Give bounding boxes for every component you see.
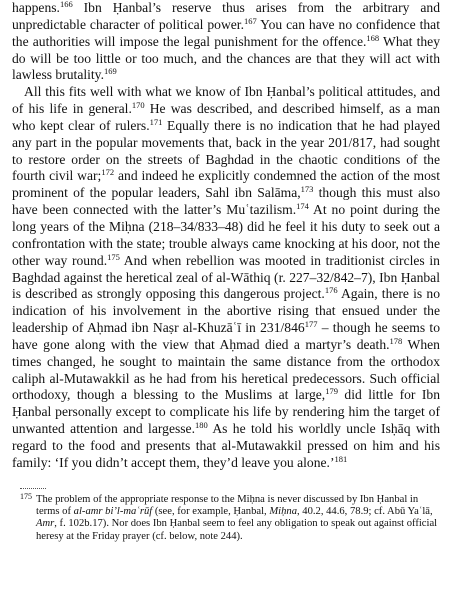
text-run: All this fits well with what we know of Ibn Ḥanbal’s political attitudes, and of his life in general.	[12, 84, 440, 117]
footnote-ref[interactable]: 169	[104, 66, 117, 77]
footnote-ref[interactable]: 167	[243, 15, 257, 26]
text-run: At no point during the long years of the Miḥna (218–34/833–48) did he feel it his duty to seek out a confrontation with the state; trouble always came knocking at his door, not the other way round.	[12, 202, 440, 268]
paragraph	[12, 0, 440, 84]
text-run: What they do will be too little or too much, and the chances are that they will act with lawless brutality.	[12, 33, 440, 83]
footnote-ref[interactable]: 168	[366, 32, 380, 43]
text-run: Again, there is no indication of his involvement in the abortive rising that ensued under the leadership of Aḥmad ibn Naṣr al-Khuzāʿī in 231/846	[12, 286, 440, 336]
footnote-ref[interactable]: 171	[149, 116, 163, 127]
paragraph	[12, 84, 440, 471]
italic-title: al-amr bi’l-maʿrūf	[73, 505, 153, 517]
text-run: Ibn Ḥanbal’s reserve thus arises from the arbitrary and unpredictable character of political power.	[12, 0, 440, 32]
italic-title: Amr	[36, 518, 55, 530]
text-run: And when rebellion was mooted in traditionist circles in Baghdad against the heretical zeal of al-Wāthiq (r. 227–32/842–7), Ibn Ḥanbal is described as strongly opposing this dangerous project.	[12, 252, 440, 302]
footnote-ref[interactable]: 175	[107, 251, 120, 262]
text-run: and indeed he explicitly condemned the action of the most prominent of the popular leaders, Sahl ibn Salāma,	[12, 168, 440, 201]
footnote-run: , 40.2, 44.6, 78.9; cf. Abū Yaʿlā,	[297, 505, 433, 517]
footnote-text	[20, 491, 440, 543]
body-text	[12, 0, 440, 472]
footnote-separator	[20, 488, 46, 489]
footnote-ref[interactable]: 178	[389, 335, 403, 346]
text-run: though this must also have been connected with the latter’s Muʿtazilism.	[12, 185, 440, 218]
text-run: did little for Ibn Ḥanbal personally except to complicate his life by rendering him the target of unwanted attention and largesse.	[12, 387, 441, 437]
footnote-number: 175	[20, 491, 32, 501]
footnote-ref[interactable]: 179	[325, 386, 338, 397]
text-run: As he told his worldly uncle Isḥāq with regard to the food and presents that al-Mutawakkil pressed on him and his family: ‘If you didn’t accept them, they’d leave you alone.’	[12, 421, 440, 470]
footnote-ref[interactable]: 173	[300, 184, 314, 195]
footnote-ref[interactable]: 177	[304, 319, 318, 330]
footnote-ref[interactable]: 180	[195, 420, 208, 431]
footnote-run: The problem of the appropriate response to the Miḥna is never discussed by Ibn Ḥanbal in terms of	[36, 493, 419, 517]
text-run: happens.	[12, 0, 60, 15]
italic-title: Miḥna	[269, 505, 297, 517]
footnote-run: , f. 102b.17). Nor does Ibn Ḥanbal seem to feel any obligation to speak out against official heresy at the Friday prayer (cf. below, note 244).	[36, 518, 438, 542]
book-page	[12, 0, 440, 543]
footnote-run: (see, for example, Ḥanbal,	[152, 505, 270, 517]
text-run: He was described, and described himself, as a man who kept clear of rulers.	[12, 101, 440, 133]
footnote-ref[interactable]: 176	[324, 285, 338, 296]
text-run: You can have no confidence that the authorities will impose the legal punishment for the offence.	[12, 16, 440, 49]
text-run: – though he seems to have gone along with the view that Aḥmad died a martyr’s death.	[12, 320, 441, 352]
footnote-ref[interactable]: 166	[59, 0, 73, 9]
footnote-ref[interactable]: 170	[131, 100, 145, 111]
footnote-ref[interactable]: 181	[334, 453, 348, 464]
text-run: Equally there is no indication that he had played any part in the popular movements that, back in the year 201/817, had sought to restore order on the streets of Baghdad in the chaotic conditions of the fourth civil war;	[12, 117, 440, 184]
footnote-ref[interactable]: 174	[296, 201, 309, 212]
footnote-175	[12, 491, 440, 543]
footnote-ref[interactable]: 172	[101, 167, 115, 178]
text-run: When times changed, he sought to maintain the same distance from the orthodox caliph al-Mutawakkil as he had from his heretical predecessors. Such official orthodoxy, though a blessing to the Muslims at large,	[12, 336, 440, 403]
